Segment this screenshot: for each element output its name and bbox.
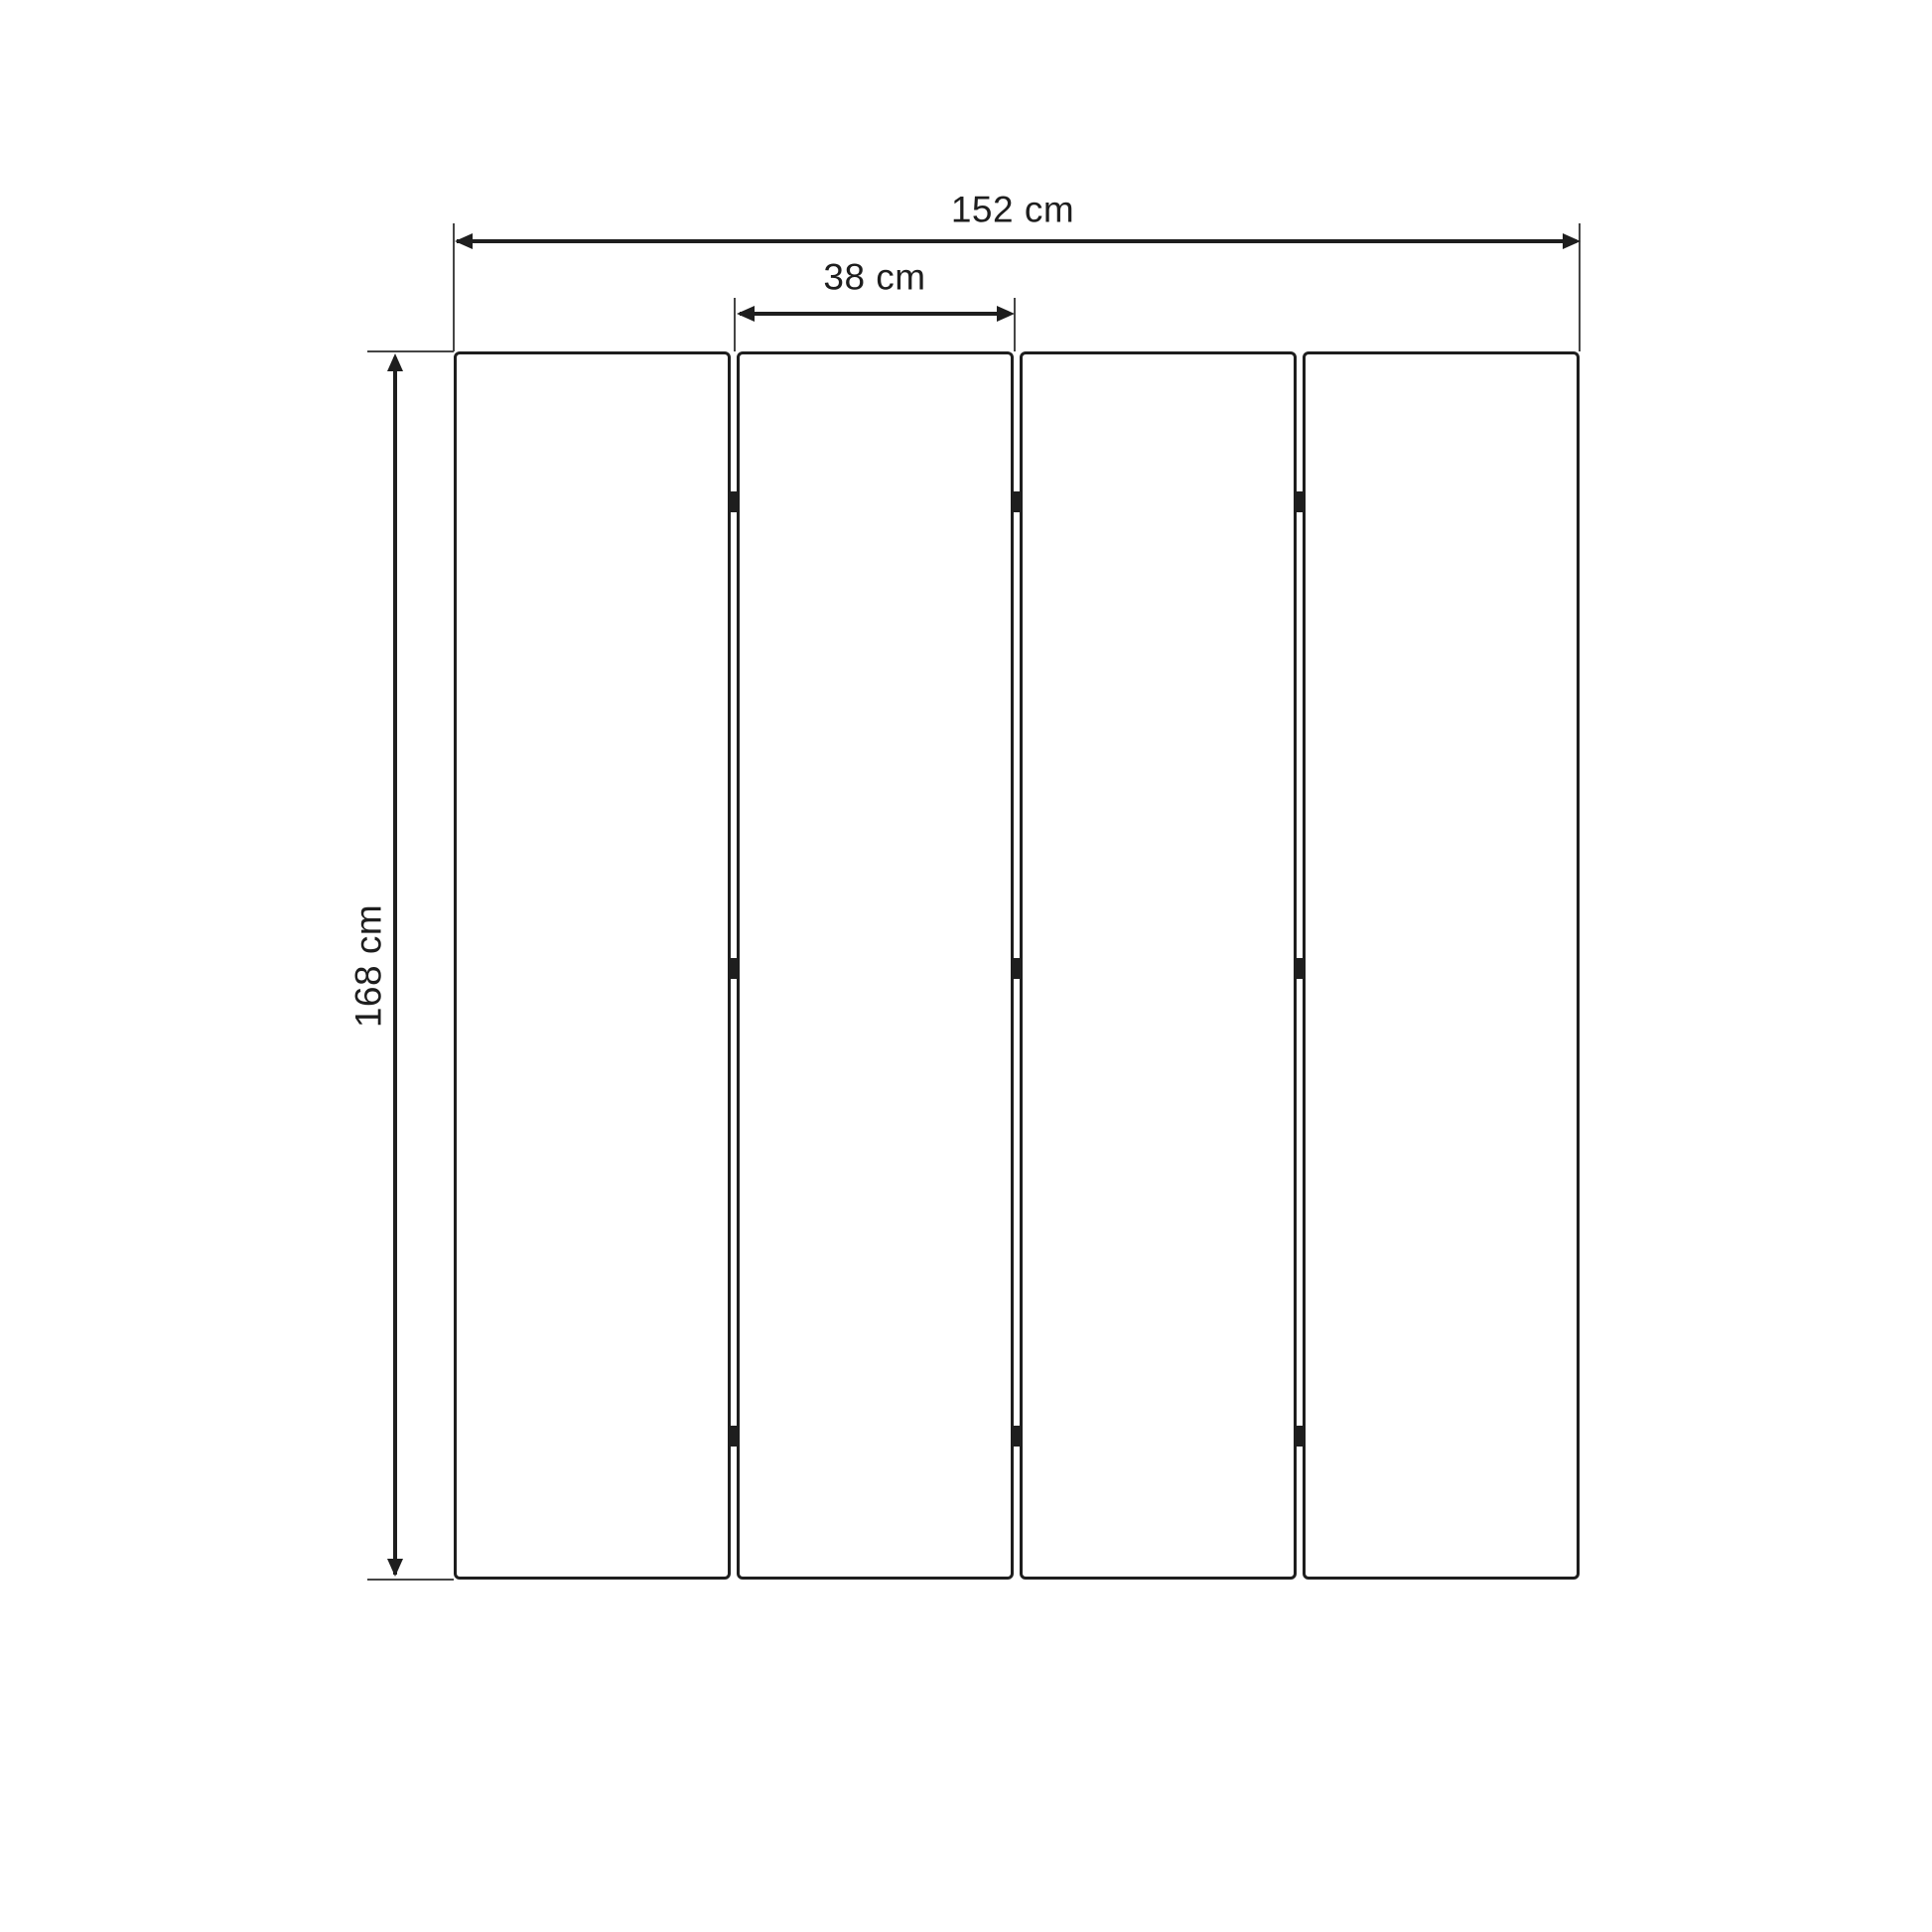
panel-1 [454,351,731,1580]
arrowhead-left-icon [455,233,473,249]
hinge-mark [728,958,740,979]
arrowhead-up-icon [387,353,403,371]
panel-2 [737,351,1014,1580]
arrowhead-right-icon [1563,233,1581,249]
extension-line-height-bottom [367,1579,454,1581]
hinge-mark [1011,958,1023,979]
extension-line-height-top [367,350,454,352]
hinge-mark [1294,958,1306,979]
total-width-label: 152 cm [950,189,1075,230]
hinge-mark [1294,491,1306,512]
height-label: 168 cm [347,903,389,1029]
hinge-mark [1011,491,1023,512]
hinge-mark [1011,1426,1023,1447]
hinge-mark [728,491,740,512]
extension-line-panel-width-left [734,298,736,351]
arrowhead-down-icon [387,1559,403,1577]
dimension-line-total-width [457,239,1577,243]
panel-width-label: 38 cm [823,256,926,298]
hinge-mark [1294,1426,1306,1447]
dimension-line-height [393,357,397,1575]
dimension-line-panel-width [740,312,1010,316]
hinge-mark [728,1426,740,1447]
panel-3 [1020,351,1297,1580]
arrowhead-right-icon [997,306,1015,322]
arrowhead-left-icon [737,306,755,322]
panel-4 [1303,351,1580,1580]
